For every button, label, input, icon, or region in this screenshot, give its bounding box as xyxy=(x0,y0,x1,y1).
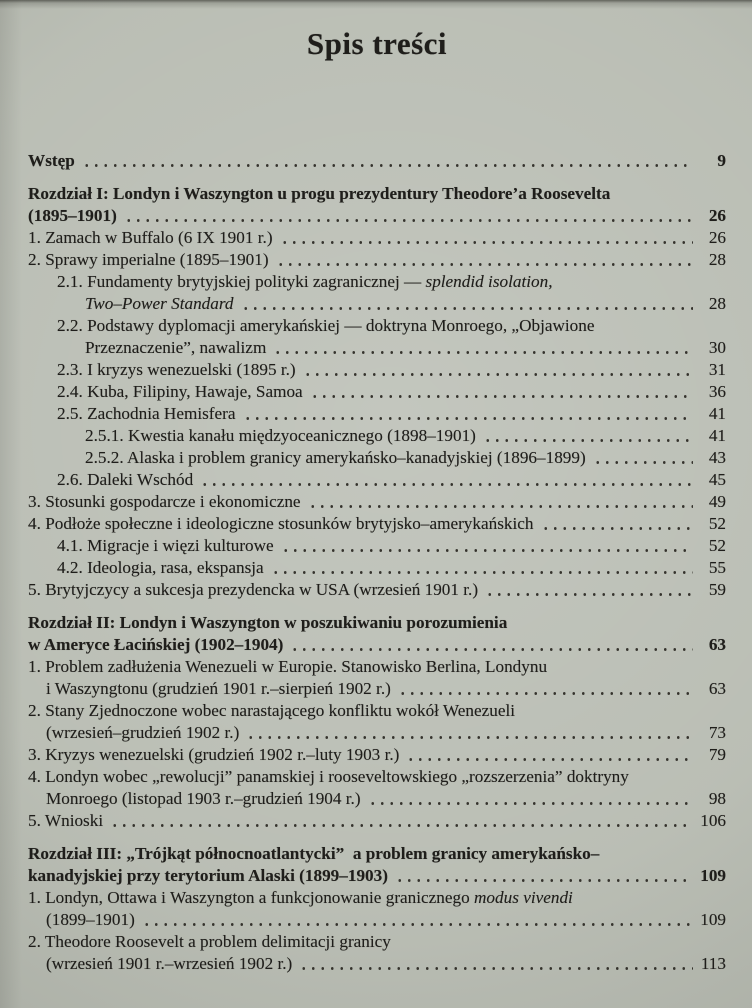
page-number: 98 xyxy=(708,789,726,808)
dot-leader xyxy=(124,214,693,223)
page-number: 113 xyxy=(700,954,726,973)
toc-entry-line xyxy=(28,766,726,788)
entry-text: (wrzesień–grudzień 1902 r.) xyxy=(46,723,240,742)
entry-text: 2.5. Zachodnia Hemisfera xyxy=(57,404,236,423)
entry-text: 2. Stany Zjednoczone wobec narastającego konfliktu wokół Wenezueli xyxy=(28,701,516,720)
page-number: 79 xyxy=(708,745,726,764)
toc-entry-line xyxy=(28,557,726,579)
toc-entry-line xyxy=(28,227,726,249)
dot-leader xyxy=(200,478,693,487)
entry-text: 4. Podłoże społeczne i ideologiczne stosunków brytyjsko–amerykańskich xyxy=(28,514,534,533)
toc-entry xyxy=(28,150,726,172)
entry-text: (1899–1901) xyxy=(46,910,135,929)
toc-entry-line xyxy=(28,293,726,315)
entry-text: Rozdział II: Londyn i Waszyngton w poszukiwaniu porozumienia xyxy=(28,613,508,632)
entry-text: 5. Brytyjczycy a sukcesja prezydencka w USA (wrzesień 1901 r.) xyxy=(28,580,479,599)
toc-entry xyxy=(28,766,726,810)
dot-leader xyxy=(308,500,693,509)
dot-leader xyxy=(290,643,693,652)
toc-entry-line xyxy=(28,700,726,722)
toc-entry-line xyxy=(28,491,726,513)
entry-text: (1895–1901) xyxy=(28,206,117,225)
dot-leader xyxy=(368,797,693,806)
toc-entry xyxy=(28,887,726,931)
dot-leader xyxy=(310,390,693,399)
dot-leader xyxy=(142,918,693,927)
toc-entry xyxy=(28,359,726,381)
entry-text: 2. Theodore Roosevelt a problem delimitacji granicy xyxy=(28,932,391,951)
page-number: 52 xyxy=(708,536,726,555)
toc-entry-line xyxy=(28,469,726,491)
entry-text: 4.1. Migracje i więzi kulturowe xyxy=(57,536,274,555)
dot-leader xyxy=(395,874,693,883)
toc-entry-line xyxy=(28,403,726,425)
page-number: 45 xyxy=(708,470,726,489)
toc-entry-line xyxy=(28,612,726,634)
toc-entry xyxy=(28,612,726,656)
entry-text: 3. Stosunki gospodarcze i ekonomiczne xyxy=(28,492,301,511)
toc-entry xyxy=(28,425,726,447)
dot-leader xyxy=(541,522,694,531)
toc-entry xyxy=(28,469,726,491)
toc-entry-line xyxy=(28,579,726,601)
toc-entry xyxy=(28,535,726,557)
dot-leader xyxy=(110,819,693,828)
page-number: 73 xyxy=(708,723,726,742)
toc-entry xyxy=(28,271,726,315)
toc-entry xyxy=(28,810,726,832)
toc-entry xyxy=(28,931,726,975)
entry-text: 4. Londyn wobec „rewolucji” panamskiej i rooseveltowskiego „rozszerzenia” doktryny xyxy=(28,767,629,786)
dot-leader xyxy=(483,434,693,443)
page-number: 63 xyxy=(708,635,726,654)
page-number: 26 xyxy=(708,206,726,225)
toc-entry xyxy=(28,700,726,744)
entry-text: 2.5.1. Kwestia kanału międzyoceanicznego (1898–1901) xyxy=(85,426,476,445)
toc-entry xyxy=(28,579,726,601)
page-number: 109 xyxy=(700,910,726,929)
toc-entry xyxy=(28,249,726,271)
toc-entry-line xyxy=(28,843,726,865)
dot-leader xyxy=(241,302,694,311)
entry-text: Rozdział I: Londyn i Waszyngton u progu prezydentury Theodore’a Roosevelta xyxy=(28,184,611,203)
toc-entry-line xyxy=(28,249,726,271)
page-number: 28 xyxy=(708,294,726,313)
toc-entry-line xyxy=(28,810,726,832)
dot-leader xyxy=(280,236,693,245)
entry-text: 2.3. I kryzys wenezuelski (1895 r.) xyxy=(57,360,296,379)
page-number: 41 xyxy=(708,404,726,423)
toc-entry xyxy=(28,315,726,359)
toc-entry-line xyxy=(28,656,726,678)
entry-text: 5. Wnioski xyxy=(28,811,104,830)
entry-text: 1. Londyn, Ottawa i Waszyngton a funkcjonowanie granicznego modus vivendi xyxy=(28,888,573,907)
entry-text: 2.6. Daleki Wschód xyxy=(57,470,194,489)
toc-entry-line xyxy=(28,359,726,381)
entry-text: Przeznaczenie”, nawalizm xyxy=(85,338,267,357)
toc-entry-line xyxy=(28,931,726,953)
entry-text: 1. Problem zadłużenia Wenezueli w Europie. Stanowisko Berlina, Londynu xyxy=(28,657,548,676)
entry-text: i Waszyngtonu (grudzień 1901 r.–sierpień 1902 r.) xyxy=(46,679,391,698)
toc-entry xyxy=(28,381,726,403)
entry-text: 1. Zamach w Buffalo (6 IX 1901 r.) xyxy=(28,228,273,247)
dot-leader xyxy=(485,588,693,597)
dot-leader xyxy=(303,368,693,377)
toc-entry xyxy=(28,656,726,700)
dot-leader xyxy=(82,159,693,168)
toc-entry-line xyxy=(28,150,726,172)
toc-entry xyxy=(28,744,726,766)
toc-entry-line xyxy=(28,183,726,205)
entry-text: 2.2. Podstawy dyplomacji amerykańskiej — doktryna Monroego, „Objawione xyxy=(57,316,595,335)
page-number: 109 xyxy=(700,866,726,885)
toc-list xyxy=(28,150,726,975)
entry-text: kanadyjskiej przy terytorium Alaski (1899–1903) xyxy=(28,866,388,885)
toc-entry-line xyxy=(28,634,726,656)
page-number: 43 xyxy=(708,448,726,467)
dot-leader xyxy=(593,456,693,465)
page-number: 55 xyxy=(708,558,726,577)
entry-text: (wrzesień 1901 r.–wrzesień 1902 r.) xyxy=(46,954,293,973)
toc-entry-line xyxy=(28,205,726,227)
toc-entry xyxy=(28,227,726,249)
page-number: 26 xyxy=(708,228,726,247)
dot-leader xyxy=(398,687,693,696)
toc-entry-line xyxy=(28,535,726,557)
toc-entry-line xyxy=(28,722,726,744)
page-number: 49 xyxy=(708,492,726,511)
toc-entry xyxy=(28,183,726,227)
dot-leader xyxy=(243,412,694,421)
dot-leader xyxy=(299,962,693,971)
entry-text: Monroego (listopad 1903 r.–grudzień 1904 r.) xyxy=(46,789,361,808)
dot-leader xyxy=(246,731,693,740)
page-number: 106 xyxy=(700,811,726,830)
toc-entry-line xyxy=(28,425,726,447)
toc-entry xyxy=(28,447,726,469)
page-number: 9 xyxy=(717,151,726,170)
dot-leader xyxy=(273,346,693,355)
toc-entry-line xyxy=(28,337,726,359)
page-number: 36 xyxy=(708,382,726,401)
toc-entry xyxy=(28,843,726,887)
toc-entry xyxy=(28,403,726,425)
toc-entry-line xyxy=(28,513,726,535)
page-number: 52 xyxy=(708,514,726,533)
toc-entry-line xyxy=(28,447,726,469)
page-number: 30 xyxy=(708,338,726,357)
toc-entry-line xyxy=(28,788,726,810)
toc-entry-line xyxy=(28,744,726,766)
toc-entry xyxy=(28,491,726,513)
page-number: 63 xyxy=(708,679,726,698)
entry-text: 2. Sprawy imperialne (1895–1901) xyxy=(28,250,269,269)
entry-text: 2.4. Kuba, Filipiny, Hawaje, Samoa xyxy=(57,382,303,401)
toc-entry xyxy=(28,513,726,535)
toc-entry-line xyxy=(28,381,726,403)
dot-leader xyxy=(281,544,693,553)
toc-entry-line xyxy=(28,909,726,931)
dot-leader xyxy=(406,753,693,762)
entry-text: 4.2. Ideologia, rasa, ekspansja xyxy=(57,558,264,577)
dot-leader xyxy=(271,566,693,575)
entry-text: 2.5.2. Alaska i problem granicy amerykańsko–kanadyjskiej (1896–1899) xyxy=(85,448,586,467)
entry-text: Two–Power Standard xyxy=(85,294,234,313)
page-number: 59 xyxy=(708,580,726,599)
page-title: Spis treści xyxy=(306,26,448,61)
toc-entry-line xyxy=(28,315,726,337)
dot-leader xyxy=(276,258,693,267)
toc-entry-line xyxy=(28,865,726,887)
entry-text: 2.1. Fundamenty brytyjskiej polityki zagranicznej — splendid isolation, xyxy=(57,272,553,291)
page-number: 28 xyxy=(708,250,726,269)
toc-entry xyxy=(28,557,726,579)
page-number: 31 xyxy=(708,360,726,379)
toc-entry-line xyxy=(28,953,726,975)
toc-entry-line xyxy=(28,271,726,293)
entry-text: 3. Kryzys wenezuelski (grudzień 1902 r.–luty 1903 r.) xyxy=(28,745,400,764)
entry-text: Rozdział III: „Trójkąt północnoatlantycki” a problem granicy amerykańsko– xyxy=(28,844,600,863)
toc-entry-line xyxy=(28,887,726,909)
entry-text: w Ameryce Łacińskiej (1902–1904) xyxy=(28,635,284,654)
toc-entry-line xyxy=(28,678,726,700)
page-number: 41 xyxy=(708,426,726,445)
entry-text: Wstęp xyxy=(28,151,75,170)
